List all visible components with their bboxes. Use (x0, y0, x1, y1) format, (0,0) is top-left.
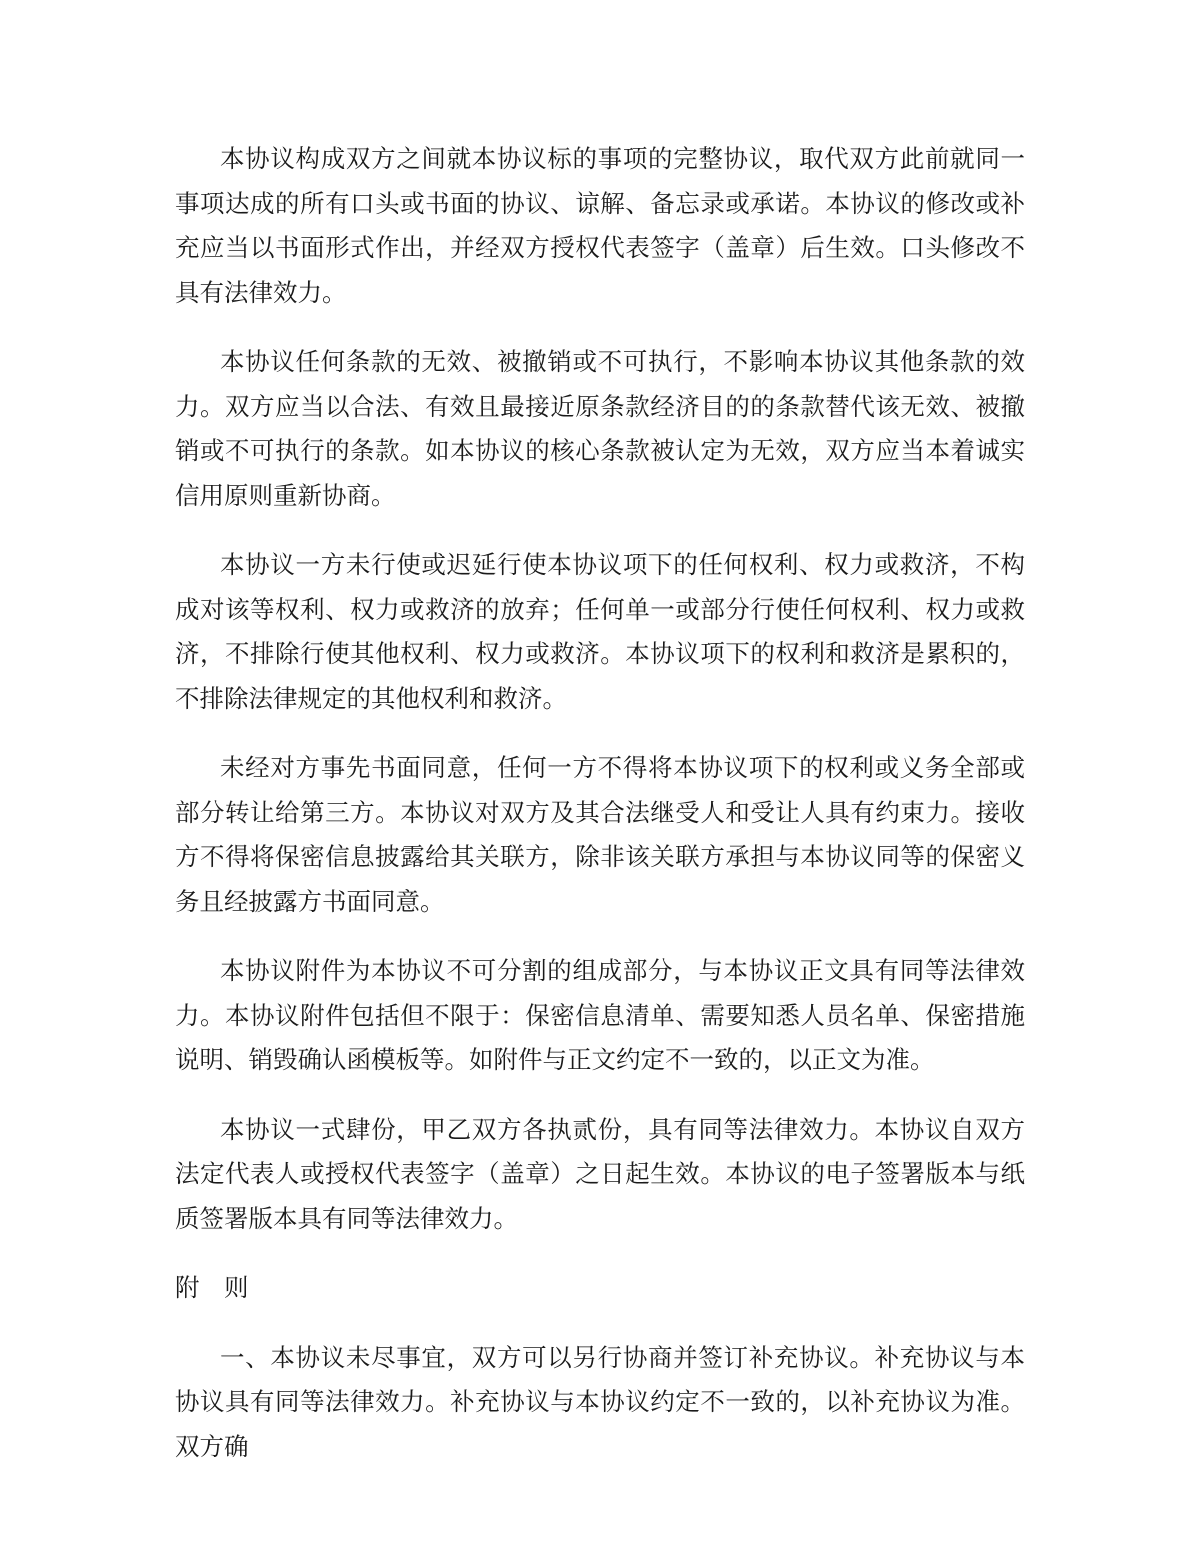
paragraph-assignment: 未经对方事先书面同意，任何一方不得将本协议项下的权利或义务全部或部分转让给第三方。本协议对双方及其合法继受人和受让人具有约束力。接收方不得将保密信息披露给其关联方，除非该关联方承担与本协议同等的保密义务且经披露方书面同意。 (175, 753, 1025, 916)
paragraph-counterparts: 本协议一式肆份，甲乙双方各执贰份，具有同等法律效力。本协议自双方法定代表人或授权代表签字（盖章）之日起生效。本协议的电子签署版本与纸质签署版本具有同等法律效力。 (175, 1114, 1025, 1233)
paragraph-annexes: 本协议附件为本协议不可分割的组成部分，与本协议正文具有同等法律效力。本协议附件包括但不限于：保密信息清单、需要知悉人员名单、保密措施说明、销毁确认函模板等。如附件与正文约定不一致的，以正文为准。 (175, 956, 1025, 1074)
document-page (175, 137, 1025, 1494)
paragraph-waiver: 本协议一方未行使或迟延行使本协议项下的任何权利、权力或救济，不构成对该等权利、权力或救济的放弃；任何单一或部分行使任何权利、权力或救济，不排除行使其他权利、权力或救济。本协议项下的权利和救济是累积的，不排除法律规定的其他权利和救济。 (175, 550, 1025, 713)
section-heading: 附 则 (175, 1273, 249, 1302)
paragraph-severability: 本协议任何条款的无效、被撤销或不可执行，不影响本协议其他条款的效力。双方应当以合法、有效且最接近原条款经济目的的条款替代该无效、被撤销或不可执行的条款。如本协议的核心条款被认定为无效，双方应当本着诚实信用原则重新协商。 (175, 347, 1025, 510)
paragraph-entire-agreement: 本协议构成双方之间就本协议标的事项的完整协议，取代双方此前就同一事项达成的所有口头或书面的协议、谅解、备忘录或承诺。本协议的修改或补充应当以书面形式作出，并经双方授权代表签字（盖章）后生效。口头修改不具有法律效力。 (175, 144, 1025, 307)
paragraph-supplementary-1: 一、本协议未尽事宜，双方可以另行协商并签订补充协议。补充协议与本协议具有同等法律效力。补充协议与本协议约定不一致的，以补充协议为准。双方确 (175, 1342, 1025, 1461)
